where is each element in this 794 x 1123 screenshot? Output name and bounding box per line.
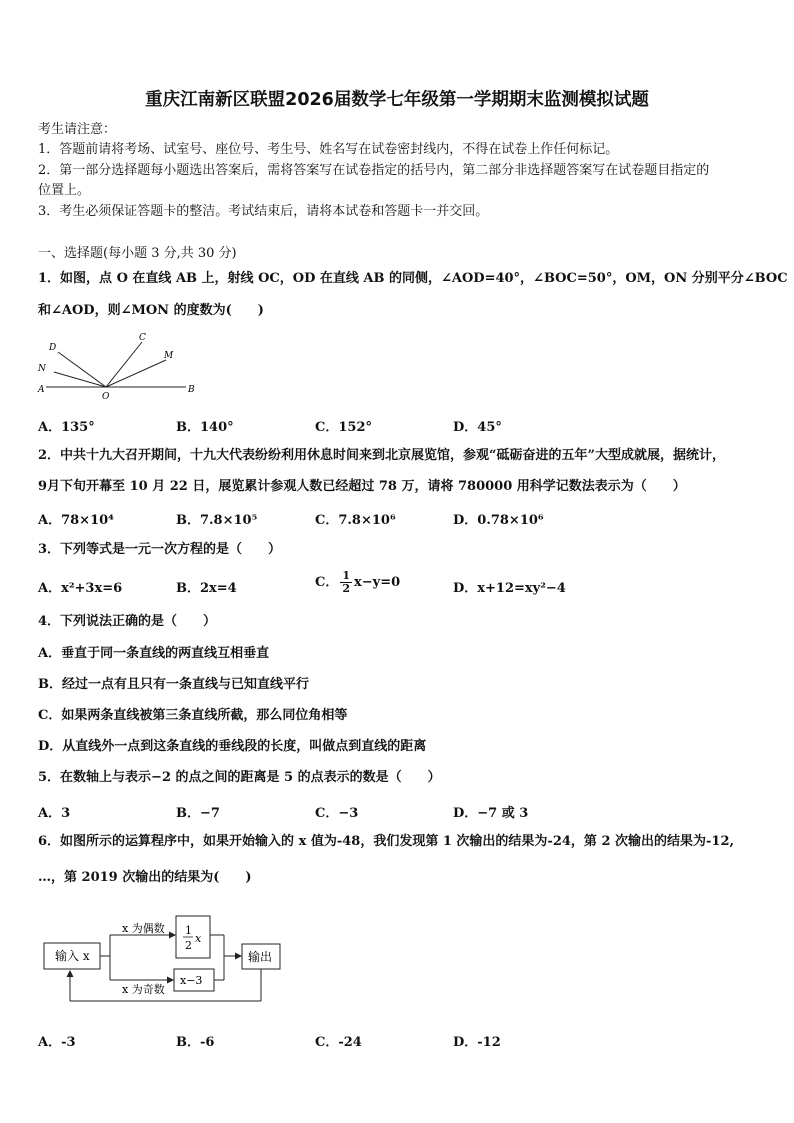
label-m: M bbox=[164, 351, 174, 361]
label-c: C bbox=[139, 333, 146, 343]
q2-stem-line2: 9月下旬开幕至 10 月 22 日，展览累计参观人数已经超过 78 万，请将 780000 用科学记数法表示为（ ） bbox=[38, 479, 686, 494]
q3-option-c-fraction: $\frac{1}{2}$ bbox=[342, 569, 351, 595]
q3-option-b[interactable]: B．2x=4 bbox=[176, 581, 237, 596]
notice-heading: 考生请注意： bbox=[38, 122, 117, 137]
flow-half-var: x bbox=[195, 932, 202, 945]
q3-stem: 3．下列等式是一元一次方程的是（ ） bbox=[38, 542, 282, 557]
q1-angle-figure bbox=[36, 330, 206, 402]
notice-item-2-cont: 位置上。 bbox=[38, 183, 91, 198]
q4-option-a[interactable]: A．垂直于同一条直线的两直线互相垂直 bbox=[38, 646, 270, 661]
q4-option-c[interactable]: C．如果两条直线被第三条直线所截，那么同位角相等 bbox=[38, 708, 348, 723]
q3-option-c-rest: x−y=0 bbox=[354, 575, 401, 590]
q1-option-c[interactable]: C．152° bbox=[315, 420, 372, 435]
q2-stem-line1: 2．中共十九大召开期间，十九大代表纷纷利用休息时间来到北京展览馆，参观“砥砺奋进的五年”大型成就展，据统计， bbox=[38, 448, 726, 463]
q3-option-c-prefix: C． bbox=[315, 575, 339, 590]
q1-stem-line1: 1．如图，点 O 在直线 AB 上，射线 OC，OD 在直线 AB 的同侧，∠AOD=40°，∠BOC=50°，OM，ON 分别平分∠BOC bbox=[38, 271, 788, 286]
q6-flowchart bbox=[38, 908, 288, 1006]
q6-stem-line2: …，第 2019 次输出的结果为( ) bbox=[38, 870, 252, 885]
q1-stem-line2: 和∠AOD，则∠MON 的度数为( ) bbox=[38, 303, 264, 318]
flow-even-label: x 为偶数 bbox=[122, 922, 165, 935]
label-o: O bbox=[102, 392, 110, 402]
q5-option-d[interactable]: D．−7 或 3 bbox=[453, 806, 529, 821]
q1-option-a[interactable]: A．135° bbox=[38, 420, 95, 435]
q6-option-d[interactable]: D．-12 bbox=[453, 1035, 501, 1050]
flow-output-label: 输出 bbox=[248, 950, 273, 964]
flow-odd-label: x 为奇数 bbox=[122, 983, 165, 996]
q4-stem: 4．下列说法正确的是（ ） bbox=[38, 614, 217, 629]
q5-option-a[interactable]: A．3 bbox=[38, 806, 71, 821]
section-heading: 一、选择题(每小题 3 分,共 30 分) bbox=[38, 246, 237, 261]
q2-option-c[interactable]: C．7.8×10⁶ bbox=[315, 513, 396, 528]
flow-half-den: 2 bbox=[185, 939, 192, 952]
q2-option-a[interactable]: A．78×10⁴ bbox=[38, 513, 114, 528]
label-n: N bbox=[38, 364, 46, 374]
notice-item-3: 3．考生必须保证答题卡的整洁。考试结束后，请将本试卷和答题卡一并交回。 bbox=[38, 204, 489, 219]
notice-item-2: 2．第一部分选择题每小题选出答案后，需将答案写在试卷指定的括号内，第二部分非选择题答案写在试卷题目指定的 bbox=[38, 163, 710, 178]
q6-stem-line1: 6．如图所示的运算程序中，如果开始输入的 x 值为-48，我们发现第 1 次输出的结果为-24，第 2 次输出的结果为-12, bbox=[38, 834, 735, 849]
q6-option-b[interactable]: B．-6 bbox=[176, 1035, 215, 1050]
notice-item-1: 1．答题前请将考场、试室号、座位号、考生号、姓名写在试卷密封线内，不得在试卷上作任何标记。 bbox=[38, 142, 619, 157]
q5-stem: 5．在数轴上与表示−2 的点之间的距离是 5 的点表示的数是（ ） bbox=[38, 770, 441, 785]
q1-option-b[interactable]: B．140° bbox=[176, 420, 234, 435]
flow-half-num: 1 bbox=[185, 924, 192, 937]
q3-option-d[interactable]: D．x+12=xy²−4 bbox=[453, 581, 566, 596]
label-a: A bbox=[38, 385, 45, 395]
q5-option-c[interactable]: C．−3 bbox=[315, 806, 359, 821]
q6-option-a[interactable]: A．-3 bbox=[38, 1035, 76, 1050]
q2-option-b[interactable]: B．7.8×10⁵ bbox=[176, 513, 258, 528]
q4-option-d[interactable]: D．从直线外一点到这条直线的垂线段的长度，叫做点到直线的距离 bbox=[38, 739, 427, 754]
q4-option-b[interactable]: B．经过一点有且只有一条直线与已知直线平行 bbox=[38, 677, 309, 692]
flow-input-label: 输入 x bbox=[55, 949, 90, 963]
flow-minus3-label: x−3 bbox=[180, 974, 203, 987]
q2-option-d[interactable]: D．0.78×10⁶ bbox=[453, 513, 544, 528]
label-d: D bbox=[49, 343, 57, 353]
q5-option-b[interactable]: B．−7 bbox=[176, 806, 220, 821]
q6-option-c[interactable]: C．-24 bbox=[315, 1035, 362, 1050]
page-title: 重庆江南新区联盟2026届数学七年级第一学期期末监测模拟试题 bbox=[145, 90, 649, 110]
q3-option-c[interactable] bbox=[315, 570, 400, 595]
label-b: B bbox=[188, 385, 195, 395]
q3-option-a[interactable]: A．x²+3x=6 bbox=[38, 581, 123, 596]
q1-option-d[interactable]: D．45° bbox=[453, 420, 502, 435]
